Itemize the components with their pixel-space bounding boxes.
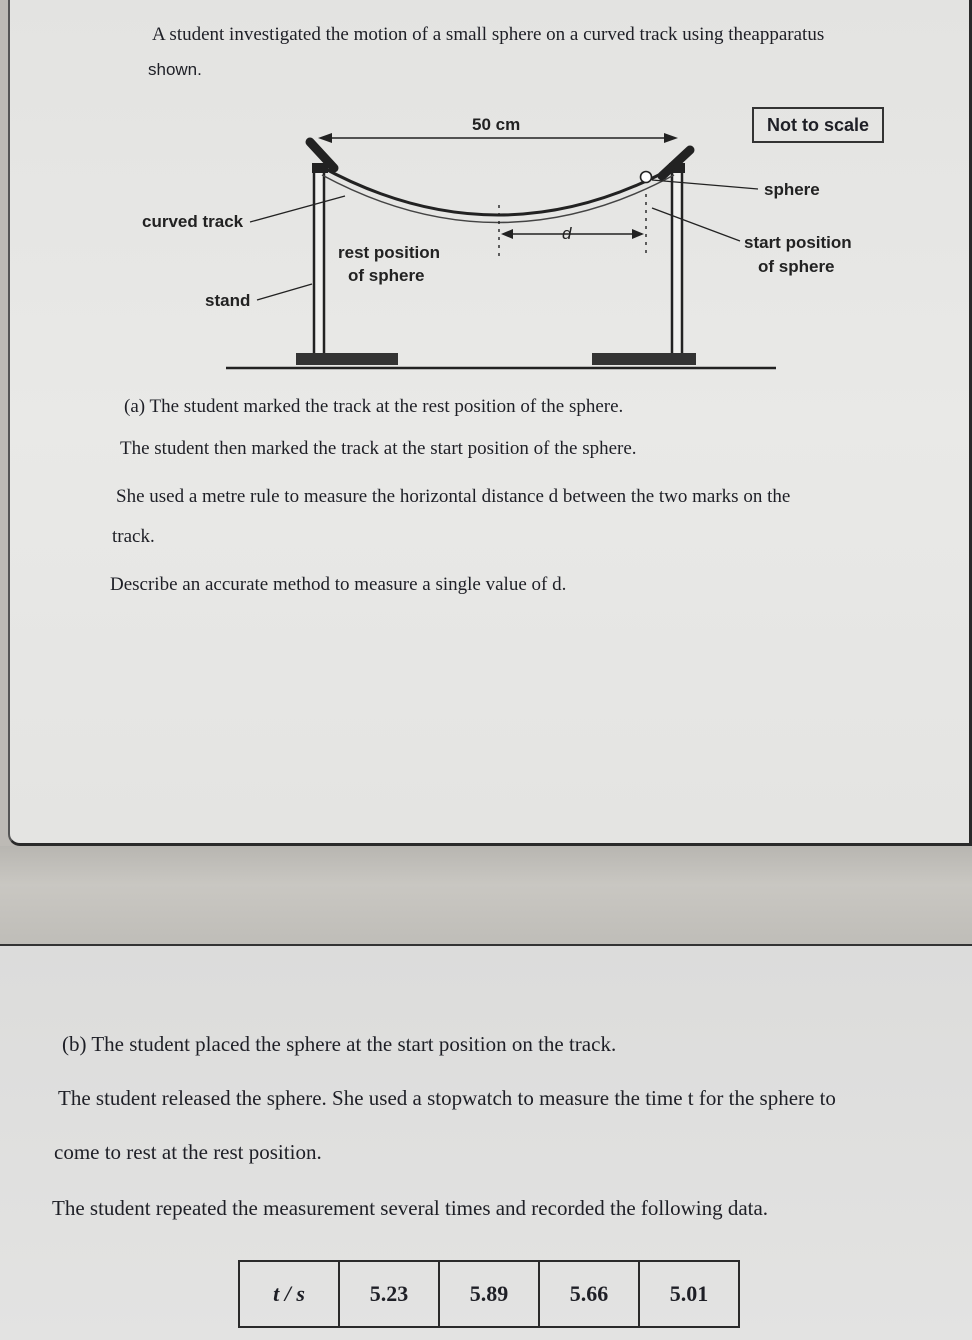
table-cell: 5.66 bbox=[539, 1261, 639, 1327]
intro-line-1: A student investigated the motion of a small sphere on a curved track using theapparatus bbox=[152, 24, 825, 45]
table-cell: 5.01 bbox=[639, 1261, 739, 1327]
part-b-line-3: come to rest at the rest position. bbox=[54, 1140, 322, 1164]
part-a-line-5: Describe an accurate method to measure a single value of d. bbox=[110, 574, 567, 595]
part-a-line-1: (a) The student marked the track at the rest position of the sphere. bbox=[124, 396, 624, 417]
distance-label: d bbox=[562, 224, 572, 243]
base-right bbox=[592, 353, 696, 365]
table-cell: 5.23 bbox=[339, 1261, 439, 1327]
stand-label: stand bbox=[205, 291, 251, 310]
rest-position-label-2: of sphere bbox=[348, 266, 425, 285]
apparatus-diagram bbox=[0, 0, 972, 400]
part-b-line-1: (b) The student placed the sphere at the start position on the track. bbox=[62, 1032, 617, 1056]
page-gap bbox=[0, 846, 972, 944]
sphere-leader bbox=[652, 180, 758, 189]
sphere bbox=[641, 172, 652, 183]
part-b-line-4: The student repeated the measurement several times and recorded the following data. bbox=[52, 1196, 769, 1220]
start-position-label-1: start position bbox=[744, 233, 852, 252]
part-b-line-2: The student released the sphere. She used a stopwatch to measure the time t for the sphere to bbox=[58, 1086, 836, 1110]
stand-left bbox=[314, 170, 324, 358]
distance-arrow-right-head bbox=[632, 229, 644, 239]
part-a-line-4: track. bbox=[112, 526, 155, 547]
table-row bbox=[239, 1261, 739, 1327]
curved-track-label: curved track bbox=[142, 212, 244, 231]
distance-arrow-left-head bbox=[501, 229, 513, 239]
data-table bbox=[238, 1260, 740, 1328]
rest-position-label-1: rest position bbox=[338, 243, 441, 262]
track-leader bbox=[250, 196, 345, 222]
stand-leader bbox=[257, 284, 312, 300]
width-arrow-left-head bbox=[318, 133, 332, 143]
curved-track bbox=[320, 166, 676, 215]
width-arrow-right-head bbox=[664, 133, 678, 143]
sphere-label: sphere bbox=[764, 180, 820, 199]
intro-line-2: shown. bbox=[148, 60, 202, 79]
scale-note: Not to scale bbox=[752, 107, 884, 143]
start-leader bbox=[652, 208, 740, 241]
part-a-line-3: She used a metre rule to measure the horizontal distance d between the two marks on the bbox=[116, 486, 791, 507]
part-a-line-2: The student then marked the track at the start position of the sphere. bbox=[120, 438, 637, 459]
table-header-cell: t / s bbox=[239, 1261, 339, 1327]
base-left bbox=[296, 353, 398, 365]
table-cell: 5.89 bbox=[439, 1261, 539, 1327]
start-position-label-2: of sphere bbox=[758, 257, 835, 276]
width-label: 50 cm bbox=[472, 115, 521, 134]
stand-right bbox=[672, 170, 682, 358]
